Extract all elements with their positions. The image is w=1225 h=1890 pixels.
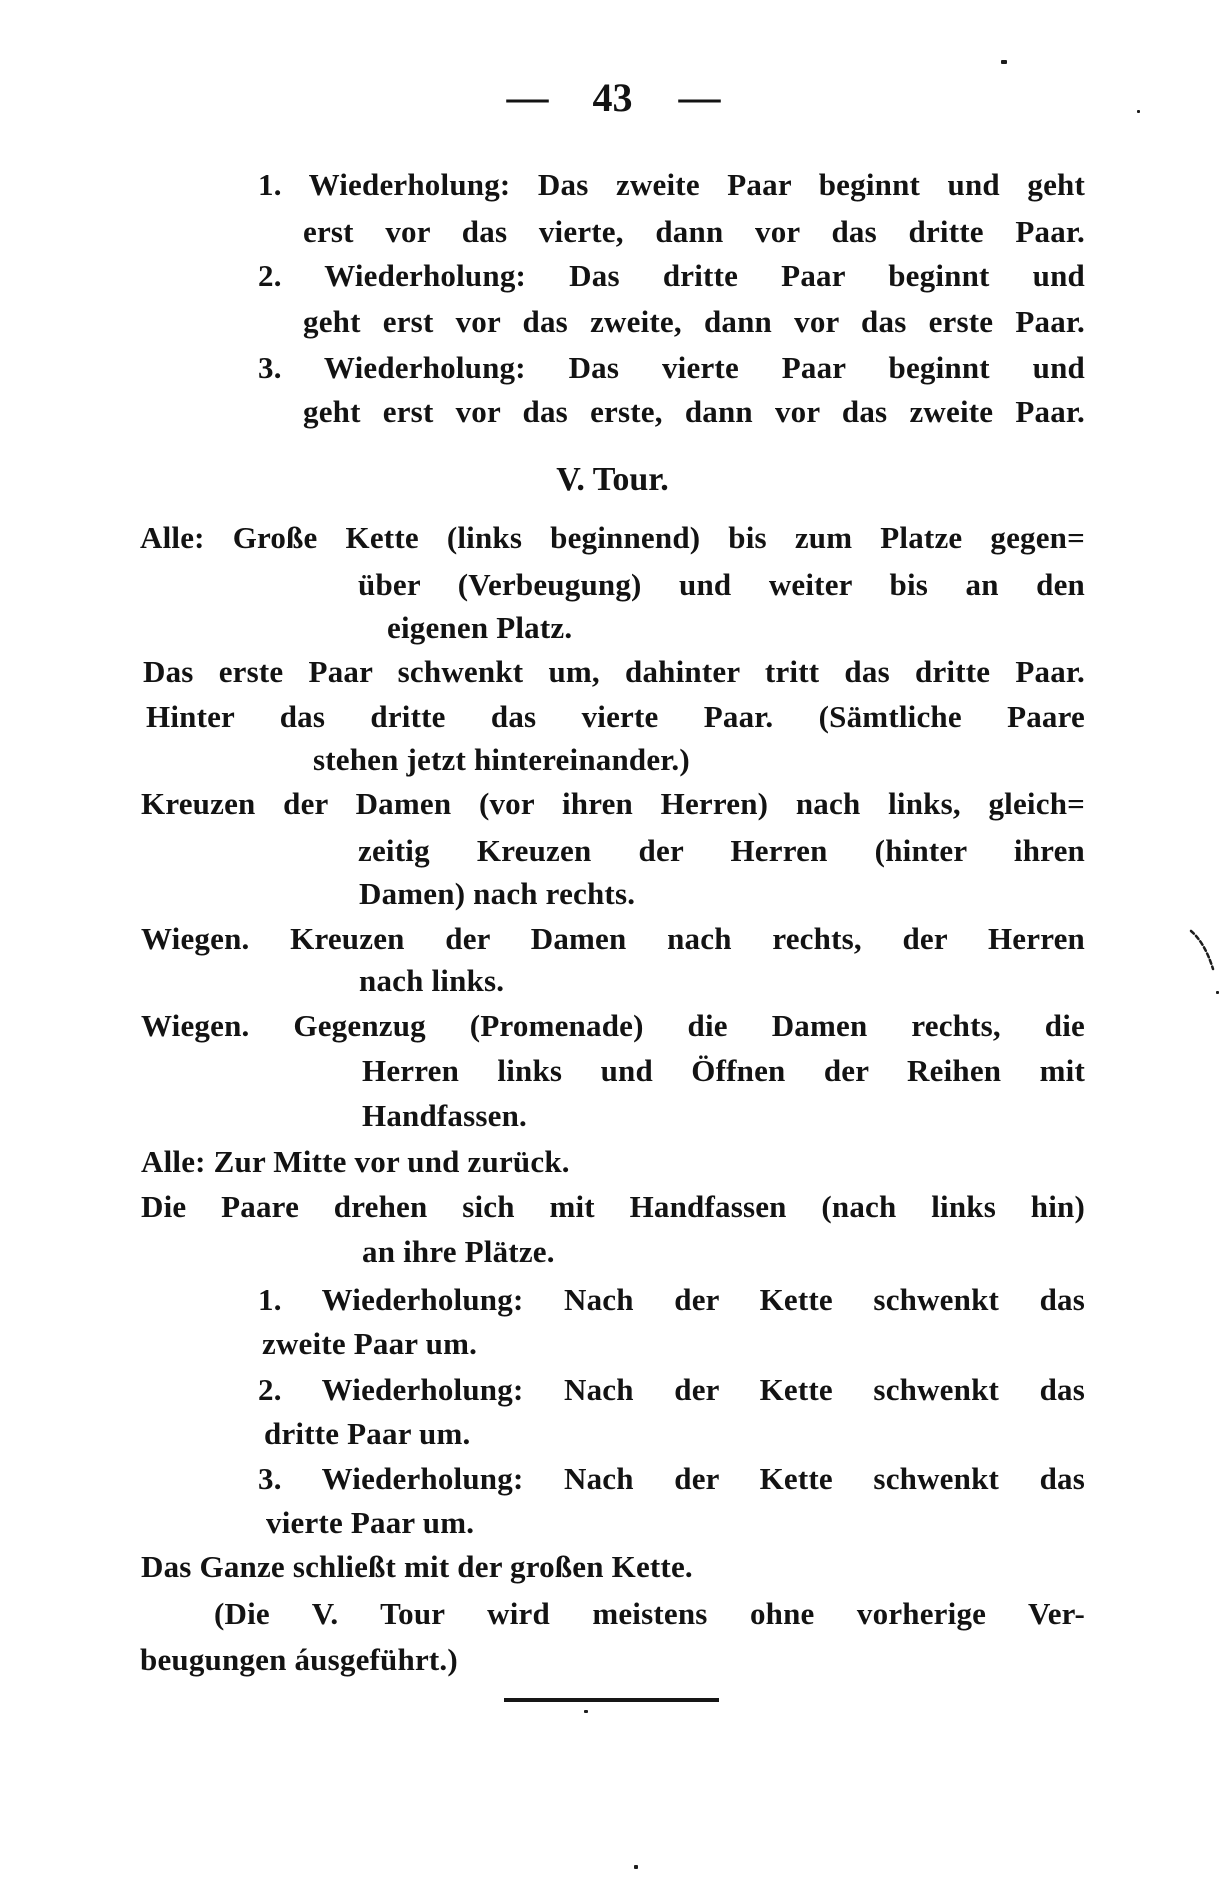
tour-line-paare-drehen: Die Paare drehen sich mit Handfassen (nach links hin) bbox=[141, 1189, 1085, 1224]
intro-item-2-line-2: geht erst vor das zweite, dann vor das erste Paar. bbox=[303, 304, 1085, 339]
tour-line-damen-rechts: Damen) nach rechts. bbox=[359, 876, 636, 911]
repeat-item-3-line-1: 3. Wiederholung: Nach der Kette schwenkt das bbox=[258, 1461, 1085, 1496]
repeat-item-1-line-2: zweite Paar um. bbox=[262, 1326, 478, 1361]
tour-line-ueber: über (Verbeugung) und weiter bis an den bbox=[358, 567, 1085, 602]
repeat-item-2-line-1: 2. Wiederholung: Nach der Kette schwenkt das bbox=[258, 1372, 1085, 1407]
scan-artifact-curve bbox=[1188, 928, 1220, 974]
tour-line-eigenen-platz: eigenen Platz. bbox=[387, 610, 573, 645]
tour-line-herren-links: Herren links und Öffnen der Reihen mit bbox=[362, 1053, 1085, 1088]
tour-line-hinter-dritte: Hinter das dritte das vierte Paar. (Sämtliche Paare bbox=[146, 699, 1085, 734]
closing-line-das-ganze: Das Ganze schließt mit der großen Kette. bbox=[141, 1549, 693, 1584]
intro-item-1-line-2: erst vor das vierte, dann vor das dritte Paar. bbox=[303, 214, 1085, 249]
repeat-item-1-line-1: 1. Wiederholung: Nach der Kette schwenkt das bbox=[258, 1282, 1085, 1317]
header-dash-right: — bbox=[678, 75, 719, 121]
tour-line-handfassen: Handfassen. bbox=[362, 1098, 527, 1133]
scan-speck-top-1 bbox=[1001, 60, 1007, 64]
tour-heading: V. Tour. bbox=[556, 461, 669, 498]
tour-line-wiegen-kreuzen: Wiegen. Kreuzen der Damen nach rechts, der Herren bbox=[141, 921, 1085, 956]
scan-speck-margin bbox=[1216, 991, 1219, 994]
intro-item-1-line-1: 1. Wiederholung: Das zweite Paar beginnt und geht bbox=[258, 167, 1085, 202]
scan-speck-below-rule bbox=[584, 1710, 588, 1713]
page-number: 43 bbox=[592, 75, 633, 120]
tour-line-alle-zur-mitte: Alle: Zur Mitte vor und zurück. bbox=[141, 1144, 570, 1179]
intro-item-3-line-2: geht erst vor das erste, dann vor das zweite Paar. bbox=[303, 394, 1085, 429]
tour-line-nach-links: nach links. bbox=[359, 963, 505, 998]
intro-item-2-line-1: 2. Wiederholung: Das dritte Paar beginnt und bbox=[258, 258, 1085, 293]
tour-line-stehen-jetzt: stehen jetzt hintereinander.) bbox=[313, 742, 690, 777]
scan-speck-bottom bbox=[634, 1865, 638, 1869]
repeat-item-3-line-2: vierte Paar um. bbox=[266, 1505, 475, 1540]
tour-line-an-ihre-plaetze: an ihre Plätze. bbox=[362, 1234, 555, 1269]
tour-line-kreuzen-damen: Kreuzen der Damen (vor ihren Herren) nach links, gleich= bbox=[141, 786, 1085, 821]
tour-line-wiegen-gegenzug: Wiegen. Gegenzug (Promenade) die Damen rechts, die bbox=[141, 1008, 1085, 1043]
scan-speck-top-2 bbox=[1137, 110, 1140, 113]
section-divider-rule bbox=[504, 1698, 719, 1702]
page-header bbox=[0, 76, 1225, 120]
tour-line-zeitig-kreuzen: zeitig Kreuzen der Herren (hinter ihren bbox=[358, 833, 1085, 868]
tour-line-erstes-paar: Das erste Paar schwenkt um, dahinter tritt das dritte Paar. bbox=[143, 654, 1085, 689]
intro-item-3-line-1: 3. Wiederholung: Das vierte Paar beginnt und bbox=[258, 350, 1085, 385]
tour-line-alle-kette: Alle: Große Kette (links beginnend) bis zum Platze gegen= bbox=[140, 520, 1085, 555]
closing-line-die-v-tour: (Die V. Tour wird meistens ohne vorherige Ver- bbox=[214, 1596, 1085, 1631]
header-dash-left: — bbox=[506, 75, 547, 121]
closing-line-beugungen: beugungen áusgeführt.) bbox=[140, 1642, 458, 1677]
repeat-item-2-line-2: dritte Paar um. bbox=[264, 1416, 471, 1451]
